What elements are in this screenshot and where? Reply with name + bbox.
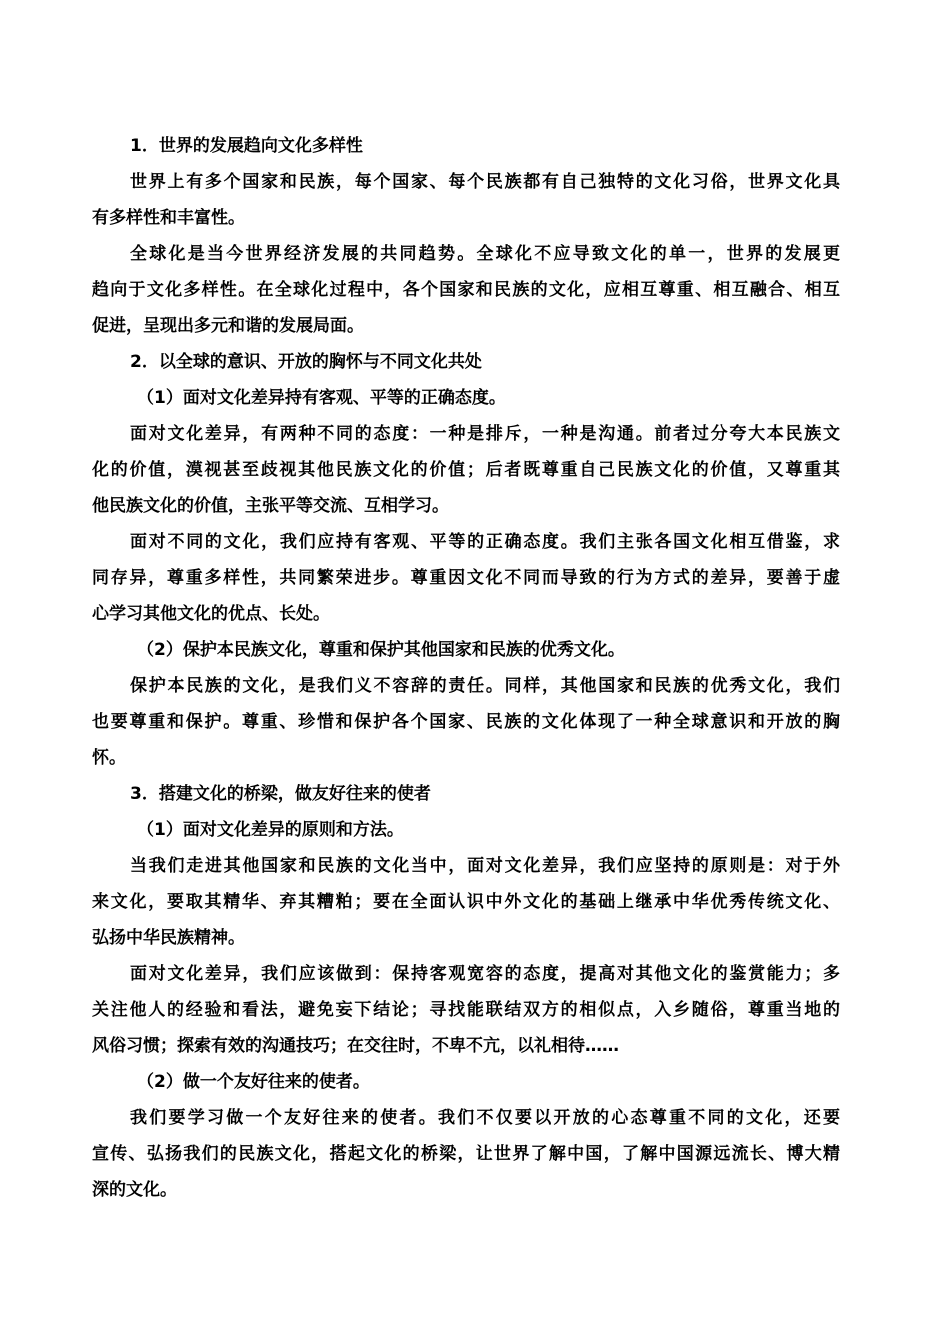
paragraph-line: 世界上有多个国家和民族，每个国家、每个民族都有自己独特的文化习俗，世界文化具 (130, 172, 840, 192)
section-heading-1: 1．世界的发展趋向文化多样性 (130, 136, 363, 156)
paragraph-line: 同存异，尊重多样性，共同繁荣进步。尊重因文化不同而导致的行为方式的差异，要善于虚 (92, 568, 840, 588)
paragraph-line: 促进，呈现出多元和谐的发展局面。 (92, 316, 364, 336)
paragraph-line: 心学习其他文化的优点、长处。 (92, 604, 330, 624)
section-heading-2: 2．以全球的意识、开放的胸怀与不同文化共处 (130, 352, 482, 372)
paragraph-line: 化的价值，漠视甚至歧视其他民族文化的价值；后者既尊重自己民族文化的价值，又尊重其 (92, 460, 840, 480)
section-heading-3: 3．搭建文化的桥梁，做友好往来的使者 (130, 784, 431, 804)
subsection-heading: （2）保护本民族文化，尊重和保护其他国家和民族的优秀文化。 (137, 640, 625, 660)
paragraph-line: 有多样性和丰富性。 (92, 208, 245, 228)
paragraph-line: 宣传、弘扬我们的民族文化，搭起文化的桥梁，让世界了解中国，了解中国源远流长、博大精 (92, 1144, 840, 1164)
paragraph-line: 风俗习惯；探索有效的沟通技巧；在交往时，不卑不亢，以礼相待…… (92, 1036, 619, 1056)
paragraph-line: 保护本民族的文化，是我们义不容辞的责任。同样，其他国家和民族的优秀文化，我们 (130, 676, 840, 696)
subsection-heading: （1）面对文化差异持有客观、平等的正确态度。 (137, 388, 506, 408)
paragraph-line: 他民族文化的价值，主张平等交流、互相学习。 (92, 496, 449, 516)
paragraph-line: 趋向于文化多样性。在全球化过程中，各个国家和民族的文化，应相互尊重、相互融合、相互 (92, 280, 840, 300)
paragraph-line: 关注他人的经验和看法，避免妄下结论；寻找能联结双方的相似点，入乡随俗，尊重当地的 (92, 1000, 840, 1020)
paragraph-line: 面对文化差异，有两种不同的态度：一种是排斥，一种是沟通。前者过分夸大本民族文 (130, 424, 840, 444)
paragraph-line: 全球化是当今世界经济发展的共同趋势。全球化不应导致文化的单一，世界的发展更 (130, 244, 840, 264)
paragraph-line: 弘扬中华民族精神。 (92, 928, 245, 948)
document-body (92, 128, 840, 1208)
paragraph-line: 来文化，要取其精华、弃其糟粕；要在全面认识中外文化的基础上继承中华优秀传统文化、 (92, 892, 840, 912)
paragraph-line: 我们要学习做一个友好往来的使者。我们不仅要以开放的心态尊重不同的文化，还要 (130, 1108, 840, 1128)
subsection-heading: （1）面对文化差异的原则和方法。 (137, 820, 404, 840)
paragraph-line: 怀。 (92, 748, 126, 768)
paragraph-line: 当我们走进其他国家和民族的文化当中，面对文化差异，我们应坚持的原则是：对于外 (130, 856, 840, 876)
paragraph-line: 也要尊重和保护。尊重、珍惜和保护各个国家、民族的文化体现了一种全球意识和开放的胸 (92, 712, 840, 732)
paragraph-line: 面对文化差异，我们应该做到：保持客观宽容的态度，提高对其他文化的鉴赏能力；多 (130, 964, 840, 984)
subsection-heading: （2）做一个友好往来的使者。 (137, 1072, 370, 1092)
paragraph-line: 面对不同的文化，我们应持有客观、平等的正确态度。我们主张各国文化相互借鉴，求 (130, 532, 840, 552)
paragraph-line: 深的文化。 (92, 1180, 177, 1200)
